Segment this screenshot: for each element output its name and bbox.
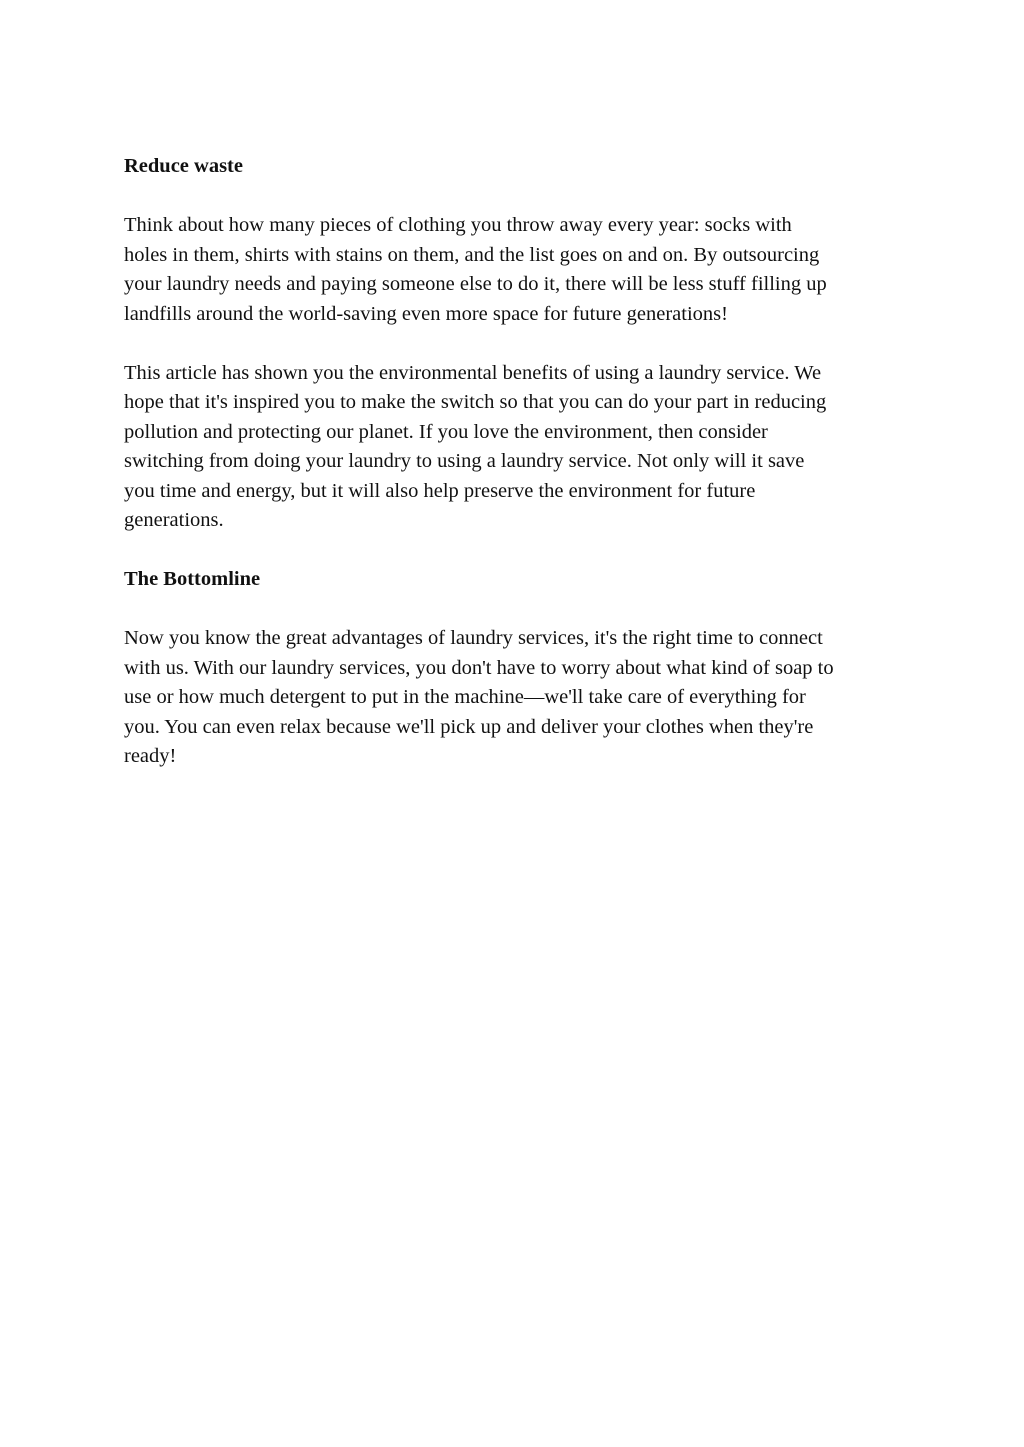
- paragraph-line: Think about how many pieces of clothing you throw away every year: socks with: [124, 214, 792, 236]
- document-page: [124, 152, 904, 772]
- spacer: [124, 182, 904, 212]
- paragraph-line: your laundry needs and paying someone else to do it, there will be less stuff filling up: [124, 273, 827, 295]
- spacer: [124, 536, 904, 566]
- spacer: [124, 329, 904, 359]
- paragraph-line: switching from doing your laundry to using a laundry service. Not only will it save: [124, 450, 805, 472]
- paragraph-line: generations.: [124, 509, 224, 531]
- section-heading: The Bottomline: [124, 568, 261, 590]
- paragraph-line: hope that it's inspired you to make the switch so that you can do your part in reducing: [124, 391, 827, 413]
- paragraph-line: pollution and protecting our planet. If you love the environment, then consider: [124, 420, 768, 443]
- paragraph-line: Now you know the great advantages of laundry services, it's the right time to connect: [124, 627, 823, 649]
- paragraph-line: you. You can even relax because we'll pick up and deliver your clothes when they're: [124, 715, 814, 738]
- spacer: [124, 595, 904, 625]
- paragraph: [124, 211, 904, 329]
- paragraph-line: you time and energy, but it will also help preserve the environment for future: [124, 479, 756, 502]
- paragraph-line: ready!: [124, 745, 177, 767]
- paragraph-line: with us. With our laundry services, you don't have to worry about what kind of soap to: [124, 656, 834, 679]
- paragraph-line: holes in them, shirts with stains on them, and the list goes on and on. By outsourcing: [124, 243, 820, 266]
- section-heading: Reduce waste: [124, 155, 243, 177]
- paragraph-line: This article has shown you the environmental benefits of using a laundry service. We: [124, 361, 822, 384]
- paragraph-line: use or how much detergent to put in the machine—we'll take care of everything for: [124, 686, 806, 708]
- paragraph-line: landfills around the world-saving even more space for future generations!: [124, 302, 728, 325]
- section-the-bottomline: [124, 565, 904, 772]
- paragraph: [124, 624, 904, 772]
- paragraph: [124, 359, 904, 536]
- section-reduce-waste: [124, 152, 904, 565]
